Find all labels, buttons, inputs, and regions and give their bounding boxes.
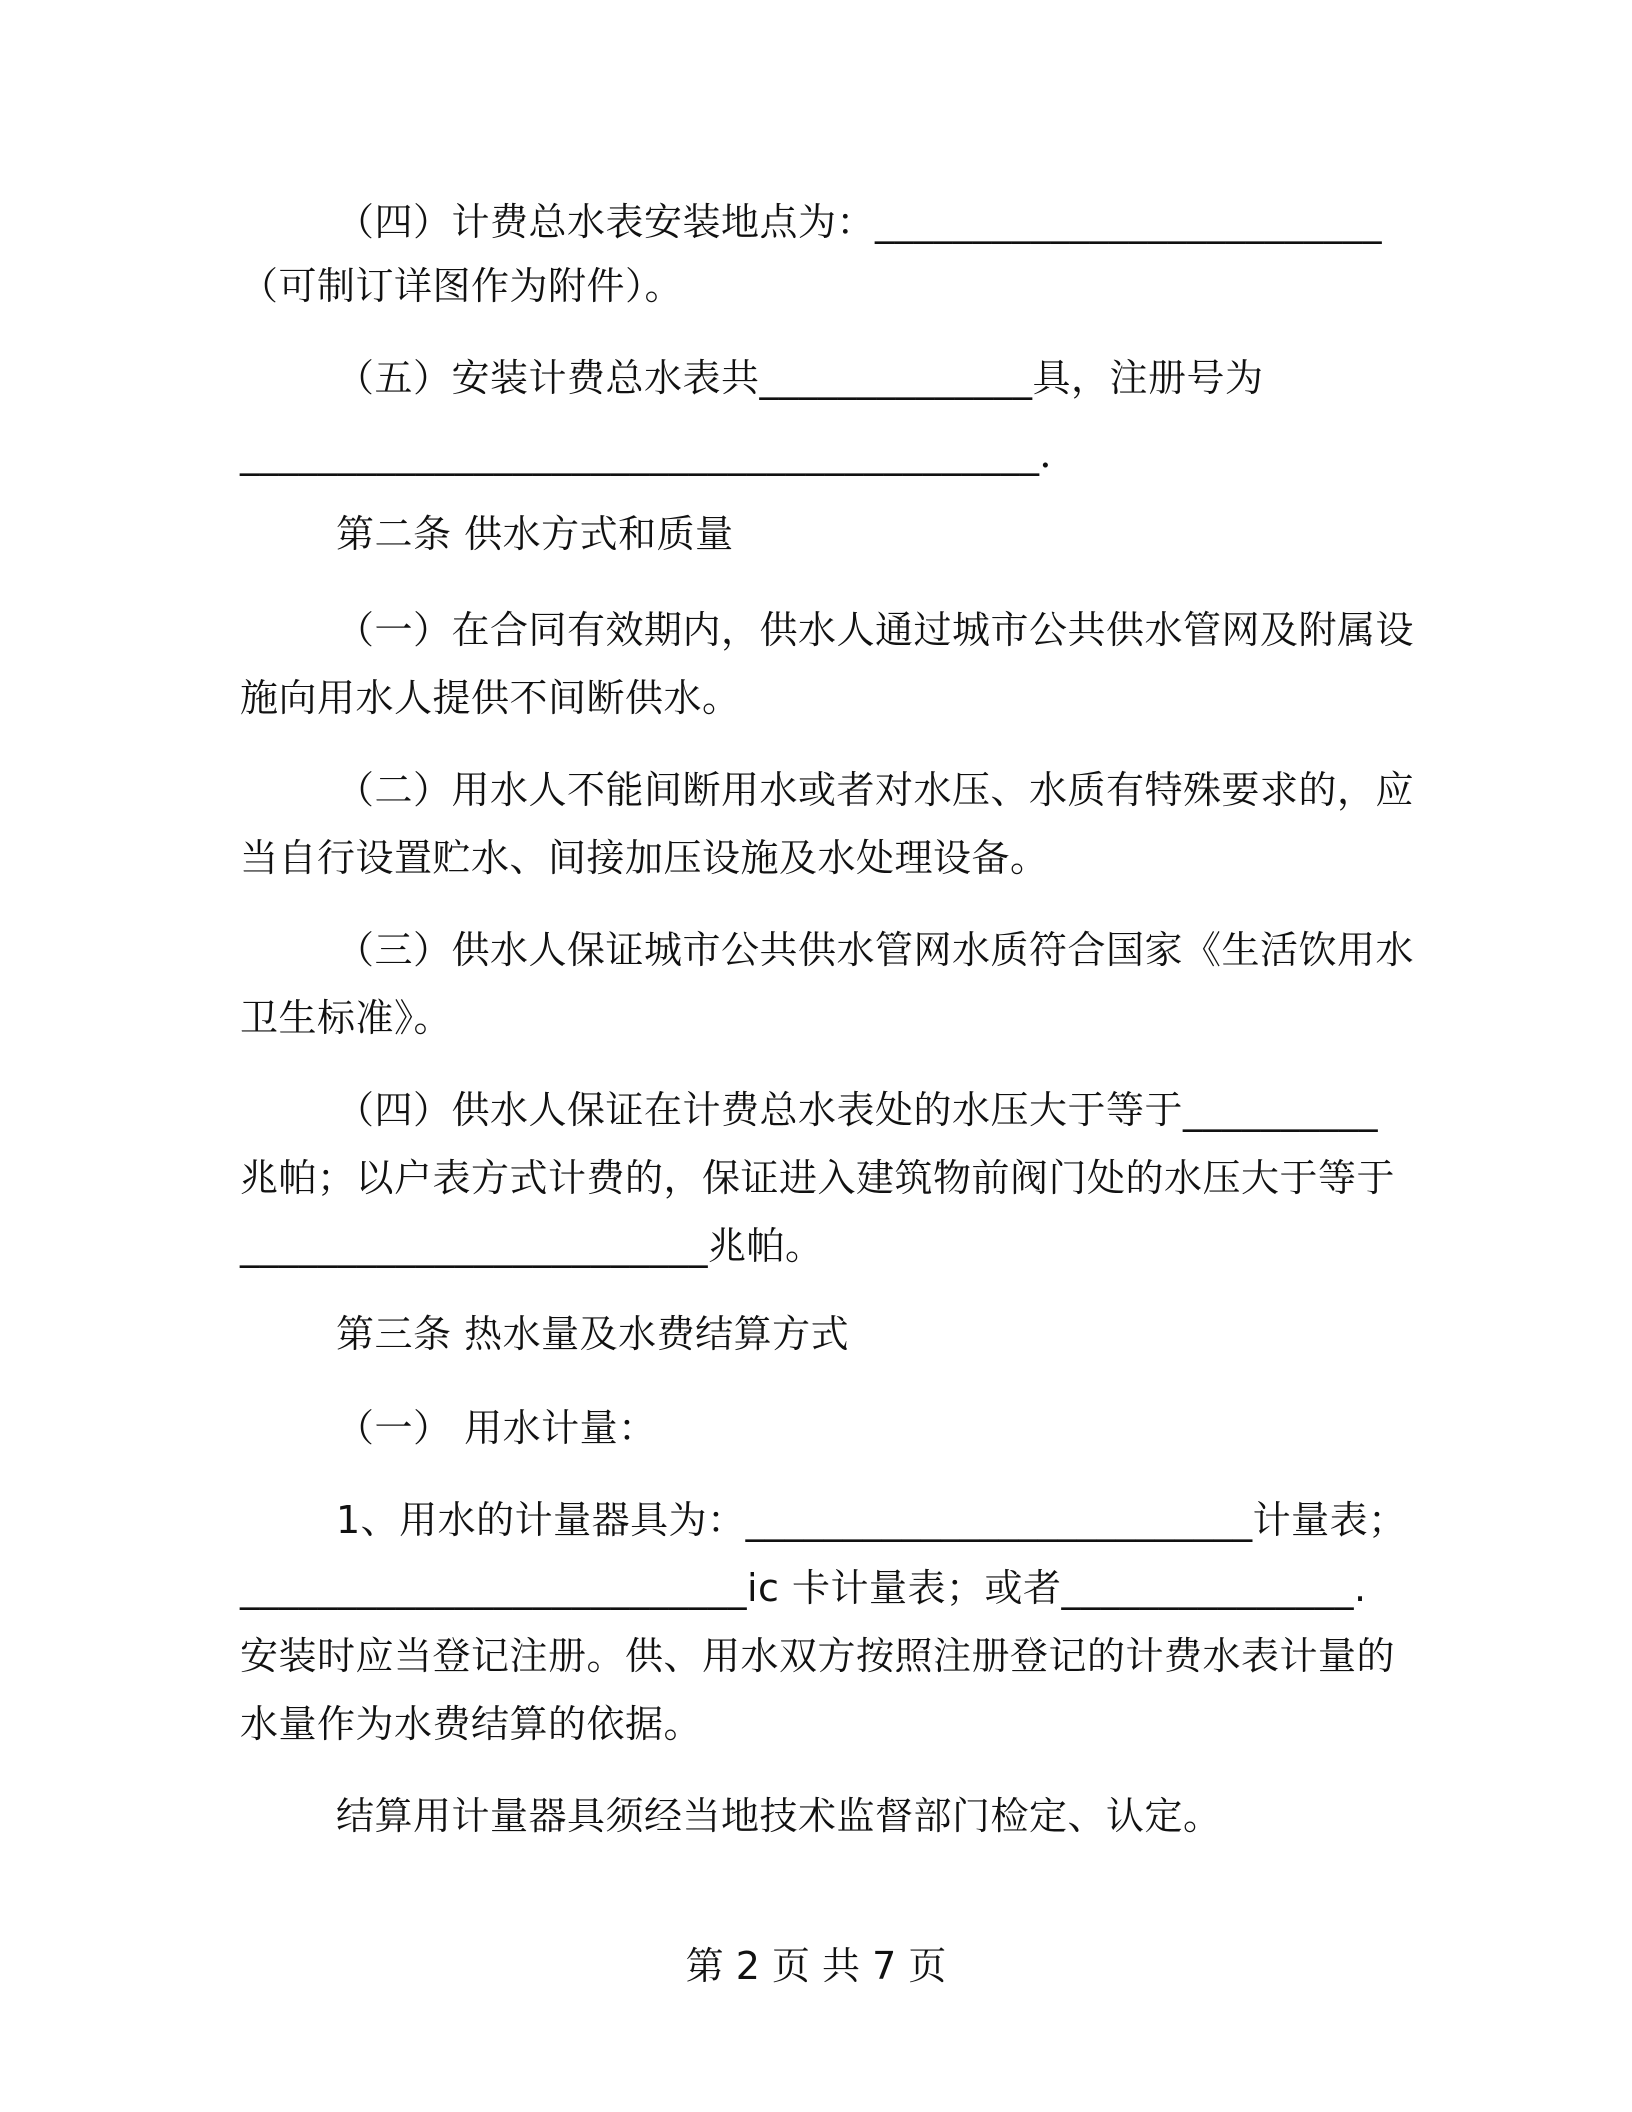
article-2-item-4-line-2: 兆帕；以户表方式计费的，保证进入建筑物前阀门处的水压大于等于 xyxy=(240,1156,1396,1200)
article-3-meter-line-3: 安装时应当登记注册。供、用水双方按照注册登记的计费水表计量的 xyxy=(240,1634,1396,1678)
article-2-item-3-line-1: （三）供水人保证城市公共供水管网水质符合国家《生活饮用水 xyxy=(336,928,1415,972)
article-2-item-4-line-1: （四）供水人保证在计费总水表处的水压大于等于__________ xyxy=(336,1088,1379,1132)
clause-5-meter-count: （五）安装计费总水表共______________具，注册号为 xyxy=(336,356,1264,400)
article-2-item-4-line-3: ________________________兆帕。 xyxy=(240,1224,824,1268)
page-footer: 第 2 页 共 7 页 xyxy=(685,1944,947,1988)
article-3-item-1-heading: （一） 用水计量： xyxy=(336,1406,657,1450)
clause-4-install-location: （四）计费总水表安装地点为：__________________________ xyxy=(336,200,1383,244)
article-2-item-2-line-1: （二）用水人不能间断用水或者对水压、水质有特殊要求的，应 xyxy=(336,768,1415,812)
article-3-meter-line-2: __________________________ic 卡计量表；或者_______________. xyxy=(240,1566,1367,1610)
article-2-item-1-line-1: （一）在合同有效期内，供水人通过城市公共供水管网及附属设 xyxy=(336,608,1415,652)
article-3-inspection-note: 结算用计量器具须经当地技术监督部门检定、认定。 xyxy=(336,1794,1222,1838)
clause-4-note: （可制订详图作为附件）。 xyxy=(240,264,684,308)
article-3-meter-line-1: 1、用水的计量器具为：__________________________计量表； xyxy=(336,1498,1407,1542)
article-2-heading: 第二条 供水方式和质量 xyxy=(336,512,734,556)
article-2-item-3-line-2: 卫生标准》。 xyxy=(240,996,453,1040)
article-3-heading: 第三条 热水量及水费结算方式 xyxy=(336,1312,850,1356)
article-3-meter-line-4: 水量作为水费结算的依据。 xyxy=(240,1702,703,1746)
article-2-item-1-line-2: 施向用水人提供不间断供水。 xyxy=(240,676,741,720)
clause-5-register-number: _________________________________________． xyxy=(240,432,1079,476)
article-2-item-2-line-2: 当自行设置贮水、间接加压设施及水处理设备。 xyxy=(240,836,1049,880)
